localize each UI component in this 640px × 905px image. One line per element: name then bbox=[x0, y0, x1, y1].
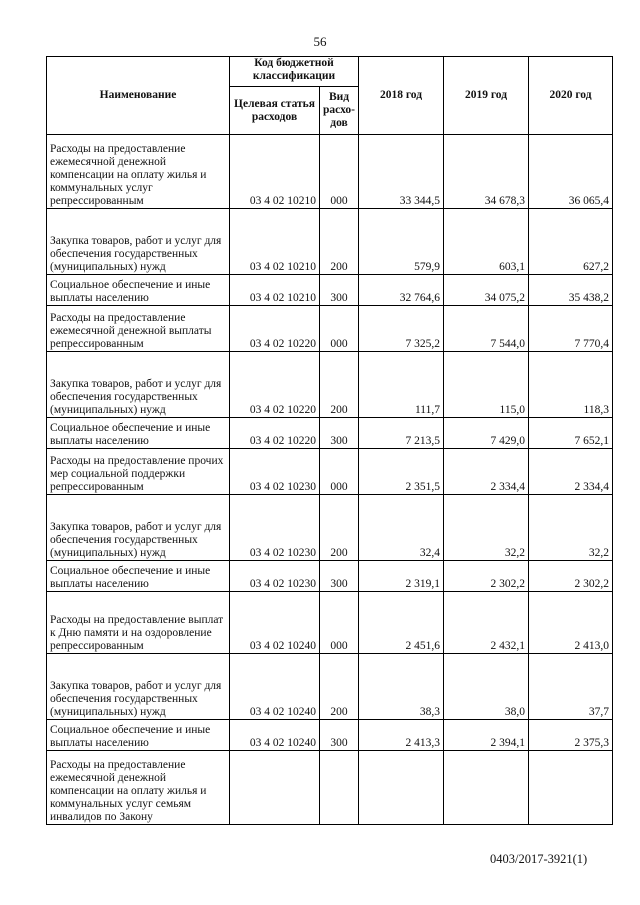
row-2020-cell bbox=[529, 751, 613, 825]
row-2018-cell: 32,4 bbox=[359, 495, 444, 561]
table-row bbox=[47, 751, 613, 825]
row-2020-cell: 2 375,3 bbox=[529, 720, 613, 751]
row-kind-cell: 000 bbox=[320, 592, 359, 654]
row-2020-cell: 2 334,4 bbox=[529, 449, 613, 495]
row-2019-cell: 7 544,0 bbox=[444, 306, 529, 352]
row-2018-cell: 2 451,6 bbox=[359, 592, 444, 654]
row-name-cell: Социальное обеспечение и иные выплаты населению bbox=[47, 418, 230, 449]
row-2020-cell: 627,2 bbox=[529, 209, 613, 275]
row-code-cell: 03 4 02 10220 bbox=[230, 352, 320, 418]
row-code-cell: 03 4 02 10230 bbox=[230, 561, 320, 592]
row-2019-cell: 2 432,1 bbox=[444, 592, 529, 654]
row-2019-cell: 2 334,4 bbox=[444, 449, 529, 495]
row-kind-cell: 300 bbox=[320, 720, 359, 751]
row-2018-cell: 2 413,3 bbox=[359, 720, 444, 751]
row-name-cell: Расходы на предоставление ежемесячной денежной компенсации на оплату жилья и коммунальных услуг репрессированным bbox=[47, 135, 230, 209]
row-name-cell: Расходы на предоставление прочих мер социальной поддержки репрессированным bbox=[47, 449, 230, 495]
header-2018: 2018 год bbox=[359, 57, 444, 135]
table-row bbox=[47, 495, 613, 561]
row-2018-cell bbox=[359, 751, 444, 825]
row-code-cell bbox=[230, 751, 320, 825]
row-2019-cell: 7 429,0 bbox=[444, 418, 529, 449]
header-2019: 2019 год bbox=[444, 57, 529, 135]
row-name-cell: Закупка товаров, работ и услуг для обеспечения государственных (муниципальных) нужд bbox=[47, 209, 230, 275]
row-kind-cell: 200 bbox=[320, 654, 359, 720]
row-2018-cell: 7 325,2 bbox=[359, 306, 444, 352]
row-2018-cell: 111,7 bbox=[359, 352, 444, 418]
header-code-group: Код бюджетной классификации bbox=[230, 57, 359, 87]
budget-table bbox=[46, 56, 613, 825]
row-code-cell: 03 4 02 10220 bbox=[230, 306, 320, 352]
table-row bbox=[47, 306, 613, 352]
table-row bbox=[47, 209, 613, 275]
row-code-cell: 03 4 02 10210 bbox=[230, 275, 320, 306]
row-kind-cell: 300 bbox=[320, 418, 359, 449]
row-2019-cell: 34 678,3 bbox=[444, 135, 529, 209]
row-2020-cell: 7 770,4 bbox=[529, 306, 613, 352]
row-name-cell: Социальное обеспечение и иные выплаты населению bbox=[47, 275, 230, 306]
row-2018-cell: 38,3 bbox=[359, 654, 444, 720]
row-2020-cell: 35 438,2 bbox=[529, 275, 613, 306]
row-kind-cell: 200 bbox=[320, 209, 359, 275]
row-code-cell: 03 4 02 10230 bbox=[230, 495, 320, 561]
table-body bbox=[47, 135, 613, 825]
row-2020-cell: 2 413,0 bbox=[529, 592, 613, 654]
table-row bbox=[47, 275, 613, 306]
row-2020-cell: 7 652,1 bbox=[529, 418, 613, 449]
row-code-cell: 03 4 02 10220 bbox=[230, 418, 320, 449]
row-code-cell: 03 4 02 10240 bbox=[230, 592, 320, 654]
row-name-cell: Социальное обеспечение и иные выплаты населению bbox=[47, 561, 230, 592]
row-name-cell: Закупка товаров, работ и услуг для обеспечения государственных (муниципальных) нужд bbox=[47, 352, 230, 418]
table-row bbox=[47, 352, 613, 418]
row-kind-cell: 200 bbox=[320, 352, 359, 418]
row-kind-cell: 300 bbox=[320, 275, 359, 306]
row-2018-cell: 33 344,5 bbox=[359, 135, 444, 209]
row-kind-cell bbox=[320, 751, 359, 825]
row-kind-cell: 000 bbox=[320, 306, 359, 352]
row-code-cell: 03 4 02 10210 bbox=[230, 209, 320, 275]
header-target-article: Целевая статья расходов bbox=[230, 87, 320, 135]
table-row bbox=[47, 592, 613, 654]
table-row bbox=[47, 561, 613, 592]
document-code: 0403/2017-3921(1) bbox=[490, 852, 588, 866]
page-number: 56 bbox=[313, 34, 327, 49]
row-name-cell: Закупка товаров, работ и услуг для обеспечения государственных (муниципальных) нужд bbox=[47, 495, 230, 561]
row-name-cell: Закупка товаров, работ и услуг для обеспечения государственных (муниципальных) нужд bbox=[47, 654, 230, 720]
header-expense-kind: Вид расхо-дов bbox=[320, 87, 359, 135]
row-code-cell: 03 4 02 10240 bbox=[230, 720, 320, 751]
header-2020: 2020 год bbox=[529, 57, 613, 135]
row-2018-cell: 7 213,5 bbox=[359, 418, 444, 449]
row-code-cell: 03 4 02 10210 bbox=[230, 135, 320, 209]
row-2019-cell: 32,2 bbox=[444, 495, 529, 561]
row-2019-cell: 2 302,2 bbox=[444, 561, 529, 592]
row-2019-cell: 115,0 bbox=[444, 352, 529, 418]
row-2020-cell: 118,3 bbox=[529, 352, 613, 418]
row-2018-cell: 579,9 bbox=[359, 209, 444, 275]
header-name: Наименование bbox=[47, 57, 230, 135]
row-2018-cell: 2 351,5 bbox=[359, 449, 444, 495]
row-code-cell: 03 4 02 10230 bbox=[230, 449, 320, 495]
row-kind-cell: 200 bbox=[320, 495, 359, 561]
row-2019-cell: 2 394,1 bbox=[444, 720, 529, 751]
row-2020-cell: 37,7 bbox=[529, 654, 613, 720]
row-code-cell: 03 4 02 10240 bbox=[230, 654, 320, 720]
row-2019-cell: 38,0 bbox=[444, 654, 529, 720]
row-2018-cell: 32 764,6 bbox=[359, 275, 444, 306]
row-2020-cell: 32,2 bbox=[529, 495, 613, 561]
row-2020-cell: 2 302,2 bbox=[529, 561, 613, 592]
table-row bbox=[47, 720, 613, 751]
row-2019-cell bbox=[444, 751, 529, 825]
row-2019-cell: 603,1 bbox=[444, 209, 529, 275]
table-header bbox=[47, 57, 613, 135]
row-kind-cell: 300 bbox=[320, 561, 359, 592]
row-2018-cell: 2 319,1 bbox=[359, 561, 444, 592]
table-row bbox=[47, 654, 613, 720]
row-kind-cell: 000 bbox=[320, 449, 359, 495]
row-name-cell: Социальное обеспечение и иные выплаты населению bbox=[47, 720, 230, 751]
row-2020-cell: 36 065,4 bbox=[529, 135, 613, 209]
row-name-cell: Расходы на предоставление выплат к Дню памяти и на оздоровление репрессированным bbox=[47, 592, 230, 654]
table-row bbox=[47, 418, 613, 449]
row-name-cell: Расходы на предоставление ежемесячной денежной выплаты репрессированным bbox=[47, 306, 230, 352]
table-row bbox=[47, 135, 613, 209]
row-kind-cell: 000 bbox=[320, 135, 359, 209]
table-row bbox=[47, 449, 613, 495]
row-name-cell: Расходы на предоставление ежемесячной денежной компенсации на оплату жилья и коммунальных услуг семьям инвалидов по Закону bbox=[47, 751, 230, 825]
row-2019-cell: 34 075,2 bbox=[444, 275, 529, 306]
